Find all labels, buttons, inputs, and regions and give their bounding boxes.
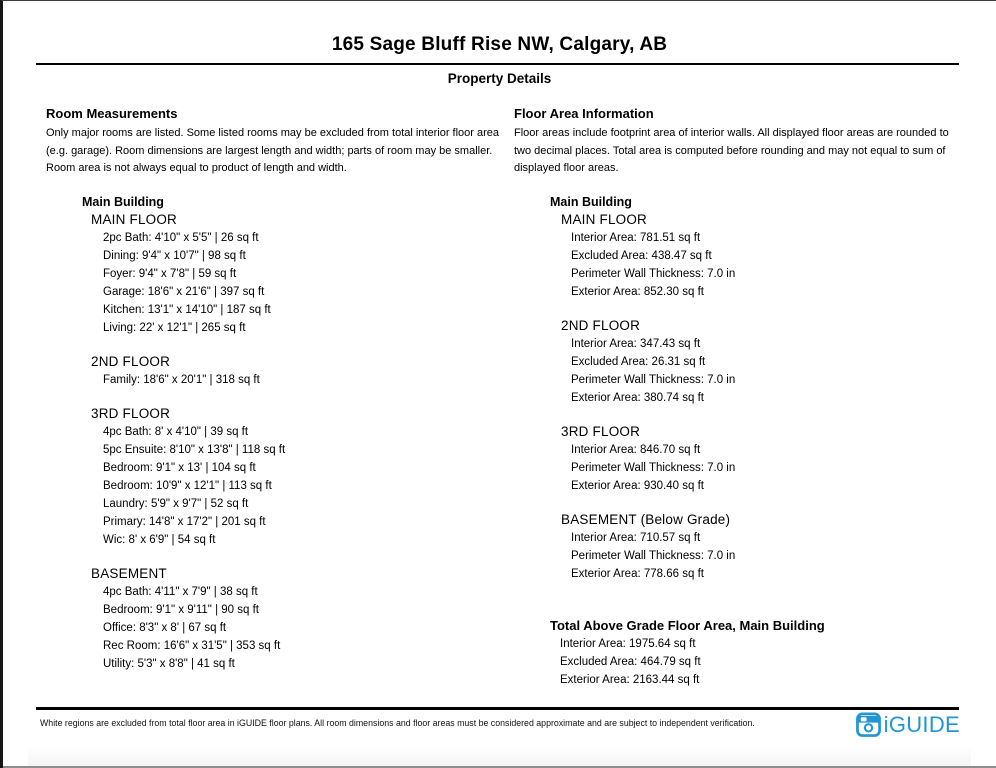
building-name: Main Building	[82, 194, 164, 209]
iguide-logo-text: iGUIDE	[883, 711, 960, 737]
room-measurement-line: Foyer: 9'4" x 7'8" | 59 sq ft	[103, 267, 237, 280]
total-above-grade-entries	[550, 635, 964, 689]
floor-section	[561, 423, 964, 495]
room-measurement-line: Office: 8'3" x 8' | 67 sq ft	[103, 621, 227, 634]
room-measurements-section	[46, 106, 514, 689]
floor-area-heading: Floor Area Information	[514, 106, 654, 121]
floor-area-line: Exterior Area: 852.30 sq ft	[571, 285, 704, 298]
floor-name: BASEMENT (Below Grade)	[561, 511, 731, 527]
room-measurement-line: Wic: 8' x 6'9" | 54 sq ft	[103, 533, 216, 546]
total-above-grade-block	[550, 616, 964, 689]
floor-section	[91, 353, 514, 389]
floor-area-line: Exterior Area: 778.66 sq ft	[571, 567, 704, 580]
floor-area-line: Perimeter Wall Thickness: 7.0 in	[571, 461, 736, 474]
floor-area-line: Perimeter Wall Thickness: 7.0 in	[571, 549, 736, 562]
room-measurement-line: Dining: 9'4" x 10'7" | 98 sq ft	[103, 249, 246, 262]
content-columns	[3, 106, 996, 689]
building-name: Main Building	[550, 194, 632, 209]
floor-area-description: Floor areas include footprint area of interior walls. All displayed floor areas are rounded to two decimal places. Total area is computed before rounding and may not equal to sum of displayed floor areas.	[514, 127, 949, 174]
floor-section	[561, 211, 964, 301]
floor-area-line: Interior Area: 347.43 sq ft	[571, 337, 701, 350]
floor-name: 2ND FLOOR	[561, 317, 641, 333]
floor-area-floors	[561, 211, 964, 583]
room-measurement-line: Bedroom: 10'9" x 12'1" | 113 sq ft	[103, 479, 272, 492]
room-measurements-heading: Room Measurements	[46, 106, 178, 121]
floor-section	[91, 405, 514, 549]
floor-name: MAIN FLOOR	[91, 211, 178, 227]
floor-area-line: Interior Area: 846.70 sq ft	[571, 443, 701, 456]
floor-section	[561, 511, 964, 583]
footer	[3, 707, 996, 738]
room-measurement-line: Living: 22' x 12'1" | 265 sq ft	[103, 321, 246, 334]
room-measurement-line: 2pc Bath: 4'10" x 5'5" | 26 sq ft	[103, 231, 259, 244]
iguide-camera-icon	[856, 712, 881, 737]
floor-area-line: Interior Area: 710.57 sq ft	[571, 531, 701, 544]
floor-name: BASEMENT	[91, 565, 167, 581]
floor-area-line: Interior Area: 781.51 sq ft	[571, 231, 701, 244]
room-measurement-line: Garage: 18'6" x 21'6" | 397 sq ft	[103, 285, 265, 298]
total-area-line: Excluded Area: 464.79 sq ft	[560, 655, 701, 668]
room-measurements-description: Only major rooms are listed. Some listed rooms may be excluded from total interior floor area (e.g. garage). Room dimensions are largest length and width; parts of room may be smaller. Room area is not always equal to product of length and width.	[46, 127, 500, 174]
room-measurement-line: Bedroom: 9'1" x 9'11" | 90 sq ft	[103, 603, 259, 616]
floor-area-line: Exterior Area: 380.74 sq ft	[571, 391, 704, 404]
room-measurement-line: 4pc Bath: 8' x 4'10" | 39 sq ft	[103, 425, 249, 438]
room-measurement-line: Primary: 14'8" x 17'2" | 201 sq ft	[103, 515, 266, 528]
room-measurement-line: Kitchen: 13'1" x 14'10" | 187 sq ft	[103, 303, 271, 316]
room-measurement-line: Laundry: 5'9" x 9'7" | 52 sq ft	[103, 497, 249, 510]
room-measurement-line: 5pc Ensuite: 8'10" x 13'8" | 118 sq ft	[103, 443, 286, 456]
room-measurement-line: Family: 18'6" x 20'1" | 318 sq ft	[103, 373, 260, 386]
floor-name: 3RD FLOOR	[561, 423, 641, 439]
page-title: 165 Sage Bluff Rise NW, Calgary, AB	[331, 34, 668, 55]
floor-area-line: Perimeter Wall Thickness: 7.0 in	[571, 373, 736, 386]
footer-disclaimer: White regions are excluded from total floor area in iGUIDE floor plans. All room dimensions and floor areas must be considered approximate and are subject to independent verification.	[40, 717, 755, 728]
floor-name: MAIN FLOOR	[561, 211, 648, 227]
floor-name: 3RD FLOOR	[91, 405, 171, 421]
room-measurements-floors	[91, 211, 514, 673]
floor-area-line: Exterior Area: 930.40 sq ft	[571, 479, 704, 492]
bottom-shadow	[28, 746, 971, 766]
room-measurement-line: Bedroom: 9'1" x 13' | 104 sq ft	[103, 461, 256, 474]
total-area-line: Interior Area: 1975.64 sq ft	[560, 637, 696, 650]
floor-section	[91, 565, 514, 673]
floor-area-section	[514, 106, 964, 689]
room-measurement-line: 4pc Bath: 4'11" x 7'9" | 38 sq ft	[103, 585, 258, 598]
floor-area-line: Excluded Area: 26.31 sq ft	[571, 355, 706, 368]
floor-section	[561, 317, 964, 407]
iguide-logo	[856, 710, 960, 738]
header-divider	[36, 63, 959, 65]
floor-area-line: Excluded Area: 438.47 sq ft	[571, 249, 712, 262]
room-measurement-line: Rec Room: 16'6" x 31'5" | 353 sq ft	[103, 639, 281, 652]
floor-name: 2ND FLOOR	[91, 353, 171, 369]
room-measurement-line: Utility: 5'3" x 8'8" | 41 sq ft	[103, 657, 235, 670]
page-subtitle: Property Details	[447, 71, 552, 86]
floor-area-line: Perimeter Wall Thickness: 7.0 in	[571, 267, 736, 280]
floor-section	[91, 211, 514, 337]
total-area-line: Exterior Area: 2163.44 sq ft	[560, 673, 700, 686]
total-above-grade-heading: Total Above Grade Floor Area, Main Building	[550, 617, 825, 633]
